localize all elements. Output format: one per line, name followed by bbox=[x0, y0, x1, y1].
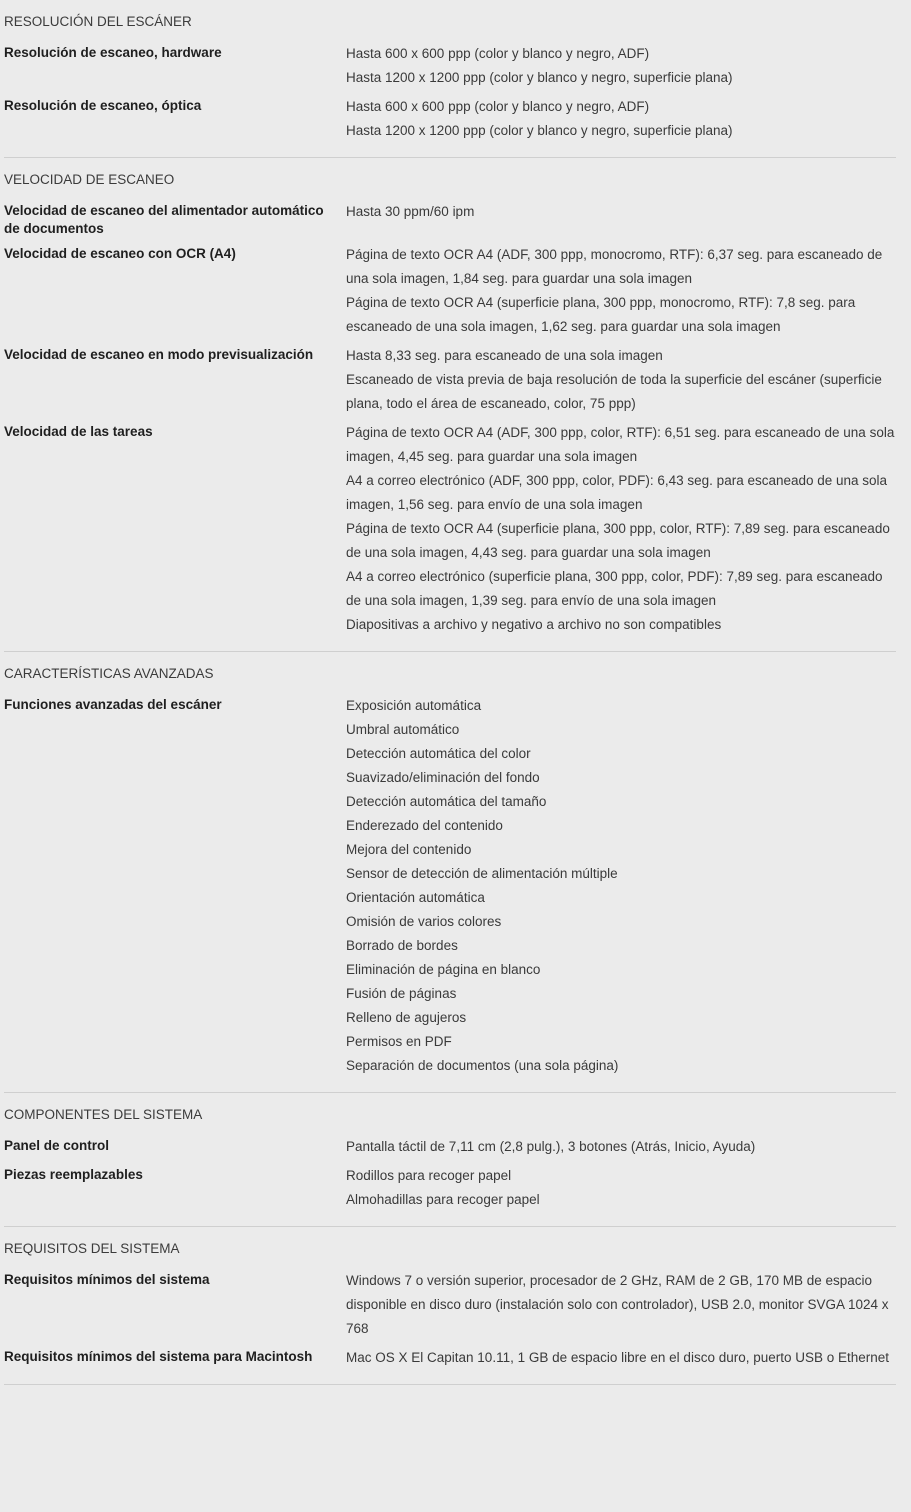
section-system-requirements bbox=[4, 1227, 896, 1385]
spec-row bbox=[4, 346, 896, 416]
section-system-components bbox=[4, 1093, 896, 1227]
spec-value: Borrado de bordes bbox=[346, 938, 458, 953]
spec-value: Rodillos para recoger papel bbox=[346, 1168, 512, 1183]
spec-row bbox=[4, 1166, 896, 1212]
spec-value: Diapositivas a archivo y negativo a archivo no son compatibles bbox=[346, 617, 722, 632]
spec-row bbox=[4, 44, 896, 90]
spec-values bbox=[346, 694, 896, 1078]
spec-label: Piezas reemplazables bbox=[4, 1167, 143, 1182]
section-title: RESOLUCIÓN DEL ESCÁNER bbox=[4, 14, 192, 29]
spec-label: Funciones avanzadas del escáner bbox=[4, 697, 222, 712]
section-scanner-resolution bbox=[4, 0, 896, 158]
spec-value: Exposición automática bbox=[346, 698, 482, 713]
spec-value: Mejora del contenido bbox=[346, 842, 472, 857]
spec-value: Hasta 600 x 600 ppp (color y blanco y negro, ADF) bbox=[346, 99, 650, 114]
spec-row bbox=[4, 1271, 896, 1341]
spec-value: Windows 7 o versión superior, procesador de 2 GHz, RAM de 2 GB, 170 MB de espacio disponible en disco duro (instalación solo con controlador), USB 2.0, monitor SVGA 1024 x 768 bbox=[346, 1273, 889, 1336]
spec-value: Pantalla táctil de 7,11 cm (2,8 pulg.), 3 botones (Atrás, Inicio, Ayuda) bbox=[346, 1139, 756, 1154]
spec-value: Hasta 1200 x 1200 ppp (color y blanco y negro, superficie plana) bbox=[346, 123, 733, 138]
spec-label: Velocidad de escaneo del alimentador automático de documentos bbox=[4, 203, 324, 236]
section-title: REQUISITOS DEL SISTEMA bbox=[4, 1241, 180, 1256]
spec-value: Almohadillas para recoger papel bbox=[346, 1192, 540, 1207]
spec-values bbox=[346, 243, 896, 339]
spec-value: A4 a correo electrónico (superficie plana, 300 ppp, color, PDF): 7,89 seg. para escaneado de una sola imagen, 1,39 seg. para envío de una sola imagen bbox=[346, 569, 883, 608]
spec-value: Escaneado de vista previa de baja resolución de toda la superficie del escáner (superficie plana, todo el área de escaneado, color, 75 ppp) bbox=[346, 372, 882, 411]
spec-value: Suavizado/eliminación del fondo bbox=[346, 770, 540, 785]
spec-values bbox=[346, 421, 896, 637]
spec-values bbox=[346, 1164, 896, 1212]
spec-value: Hasta 1200 x 1200 ppp (color y blanco y negro, superficie plana) bbox=[346, 70, 733, 85]
spec-value: Eliminación de página en blanco bbox=[346, 962, 541, 977]
spec-row bbox=[4, 202, 896, 238]
spec-value: Enderezado del contenido bbox=[346, 818, 503, 833]
spec-value: Sensor de detección de alimentación múltiple bbox=[346, 866, 618, 881]
spec-label: Resolución de escaneo, óptica bbox=[4, 98, 202, 113]
spec-value: Detección automática del tamaño bbox=[346, 794, 547, 809]
spec-row bbox=[4, 423, 896, 637]
spec-row bbox=[4, 696, 896, 1078]
spec-value: Relleno de agujeros bbox=[346, 1010, 467, 1025]
spec-row bbox=[4, 245, 896, 339]
section-title: CARACTERÍSTICAS AVANZADAS bbox=[4, 666, 214, 681]
spec-values bbox=[346, 95, 896, 143]
spec-value: Detección automática del color bbox=[346, 746, 531, 761]
spec-row bbox=[4, 97, 896, 143]
spec-label: Velocidad de las tareas bbox=[4, 424, 153, 439]
spec-label: Requisitos mínimos del sistema para Macintosh bbox=[4, 1349, 313, 1364]
spec-label: Panel de control bbox=[4, 1138, 110, 1153]
spec-value: Mac OS X El Capitan 10.11, 1 GB de espacio libre en el disco duro, puerto USB o Ethernet bbox=[346, 1350, 890, 1365]
spec-value: Página de texto OCR A4 (ADF, 300 ppp, monocromo, RTF): 6,37 seg. para escaneado de una sola imagen, 1,84 seg. para guardar una sola imagen bbox=[346, 247, 883, 286]
spec-row bbox=[4, 1137, 896, 1159]
spec-value: Hasta 8,33 seg. para escaneado de una sola imagen bbox=[346, 348, 663, 363]
spec-row bbox=[4, 1348, 896, 1370]
spec-value: Página de texto OCR A4 (superficie plana, 300 ppp, monocromo, RTF): 7,8 seg. para escaneado de una sola imagen, 1,62 seg. para guardar una sola imagen bbox=[346, 295, 856, 334]
spec-value: Permisos en PDF bbox=[346, 1034, 452, 1049]
spec-value: Umbral automático bbox=[346, 722, 460, 737]
spec-value: Página de texto OCR A4 (superficie plana, 300 ppp, color, RTF): 7,89 seg. para escaneado de una sola imagen, 4,43 seg. para guardar una sola imagen bbox=[346, 521, 890, 560]
spec-value: A4 a correo electrónico (ADF, 300 ppp, color, PDF): 6,43 seg. para escaneado de una sola imagen, 1,56 seg. para envío de una sola imagen bbox=[346, 473, 888, 512]
spec-values bbox=[346, 1269, 896, 1341]
spec-value: Fusión de páginas bbox=[346, 986, 457, 1001]
spec-value: Hasta 600 x 600 ppp (color y blanco y negro, ADF) bbox=[346, 46, 650, 61]
spec-value: Página de texto OCR A4 (ADF, 300 ppp, color, RTF): 6,51 seg. para escaneado de una sola imagen, 4,45 seg. para guardar una sola imagen bbox=[346, 425, 895, 464]
spec-label: Resolución de escaneo, hardware bbox=[4, 45, 222, 60]
spec-values bbox=[346, 42, 896, 90]
spec-label: Requisitos mínimos del sistema bbox=[4, 1272, 210, 1287]
spec-values bbox=[346, 1346, 896, 1370]
section-advanced-features bbox=[4, 652, 896, 1093]
spec-label: Velocidad de escaneo con OCR (A4) bbox=[4, 246, 236, 261]
section-title: COMPONENTES DEL SISTEMA bbox=[4, 1107, 203, 1122]
section-title: VELOCIDAD DE ESCANEO bbox=[4, 172, 175, 187]
spec-value: Omisión de varios colores bbox=[346, 914, 502, 929]
section-scan-speed bbox=[4, 158, 896, 652]
spec-values bbox=[346, 344, 896, 416]
spec-values bbox=[346, 1135, 896, 1159]
spec-value: Hasta 30 ppm/60 ipm bbox=[346, 204, 475, 219]
spec-value: Orientación automática bbox=[346, 890, 485, 905]
spec-values bbox=[346, 200, 896, 238]
spec-value: Separación de documentos (una sola página) bbox=[346, 1058, 619, 1073]
spec-label: Velocidad de escaneo en modo previsualización bbox=[4, 347, 314, 362]
